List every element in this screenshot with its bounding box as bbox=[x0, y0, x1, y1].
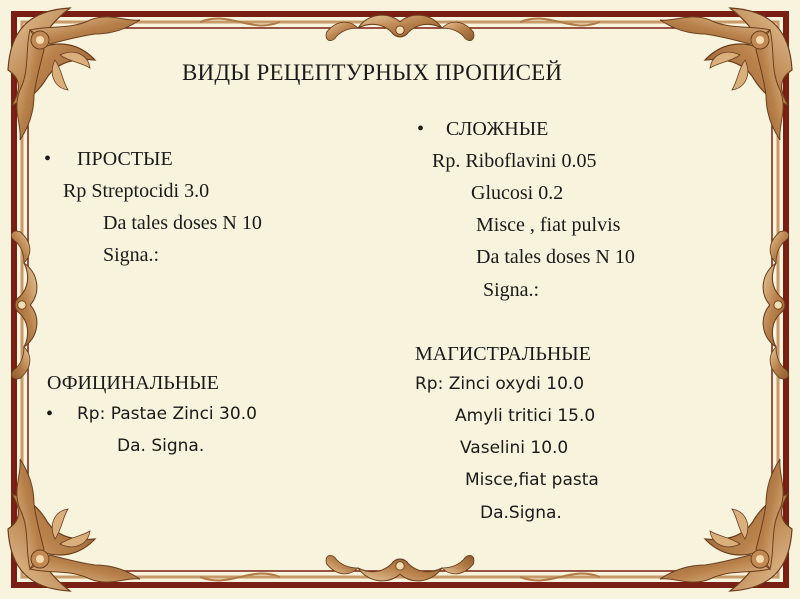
official-heading: ОФИЦИНАЛЬНЫЕ bbox=[47, 372, 219, 394]
complex-line-1: Rp. Riboflavini 0.05 bbox=[432, 150, 597, 172]
bullet-official: • bbox=[46, 403, 54, 425]
complex-line-3: Misce , fiat pulvis bbox=[476, 214, 621, 236]
magistral-line-1: Rp: Zinci oxydi 10.0 bbox=[415, 374, 585, 394]
magistral-line-2: Amyli tritici 15.0 bbox=[455, 406, 596, 426]
magistral-line-5: Da.Signa. bbox=[480, 503, 562, 523]
simple-line-3: Signa.: bbox=[103, 244, 160, 266]
simple-line-1: Rp Streptocidi 3.0 bbox=[63, 180, 210, 202]
magistral-line-3: Vaselini 10.0 bbox=[460, 438, 569, 458]
complex-line-5: Signa.: bbox=[483, 279, 540, 301]
bullet-complex: • bbox=[417, 118, 425, 140]
magistral-heading: МАГИСТРАЛЬНЫЕ bbox=[415, 343, 591, 365]
complex-line-4: Da tales doses N 10 bbox=[476, 246, 635, 268]
official-line-2: Da. Signa. bbox=[117, 436, 205, 456]
bullet-simple: • bbox=[44, 148, 52, 170]
simple-line-2: Da tales doses N 10 bbox=[103, 212, 262, 234]
magistral-line-4: Misce,fiat pasta bbox=[465, 470, 599, 490]
simple-heading: ПРОСТЫЕ bbox=[77, 148, 173, 170]
complex-heading: СЛОЖНЫЕ bbox=[446, 118, 549, 140]
complex-line-2: Glucosi 0.2 bbox=[471, 182, 564, 204]
official-line-1: Rp: Pastae Zinci 30.0 bbox=[77, 404, 257, 424]
page-title: ВИДЫ РЕЦЕПТУРНЫХ ПРОПИСЕЙ bbox=[182, 60, 563, 85]
